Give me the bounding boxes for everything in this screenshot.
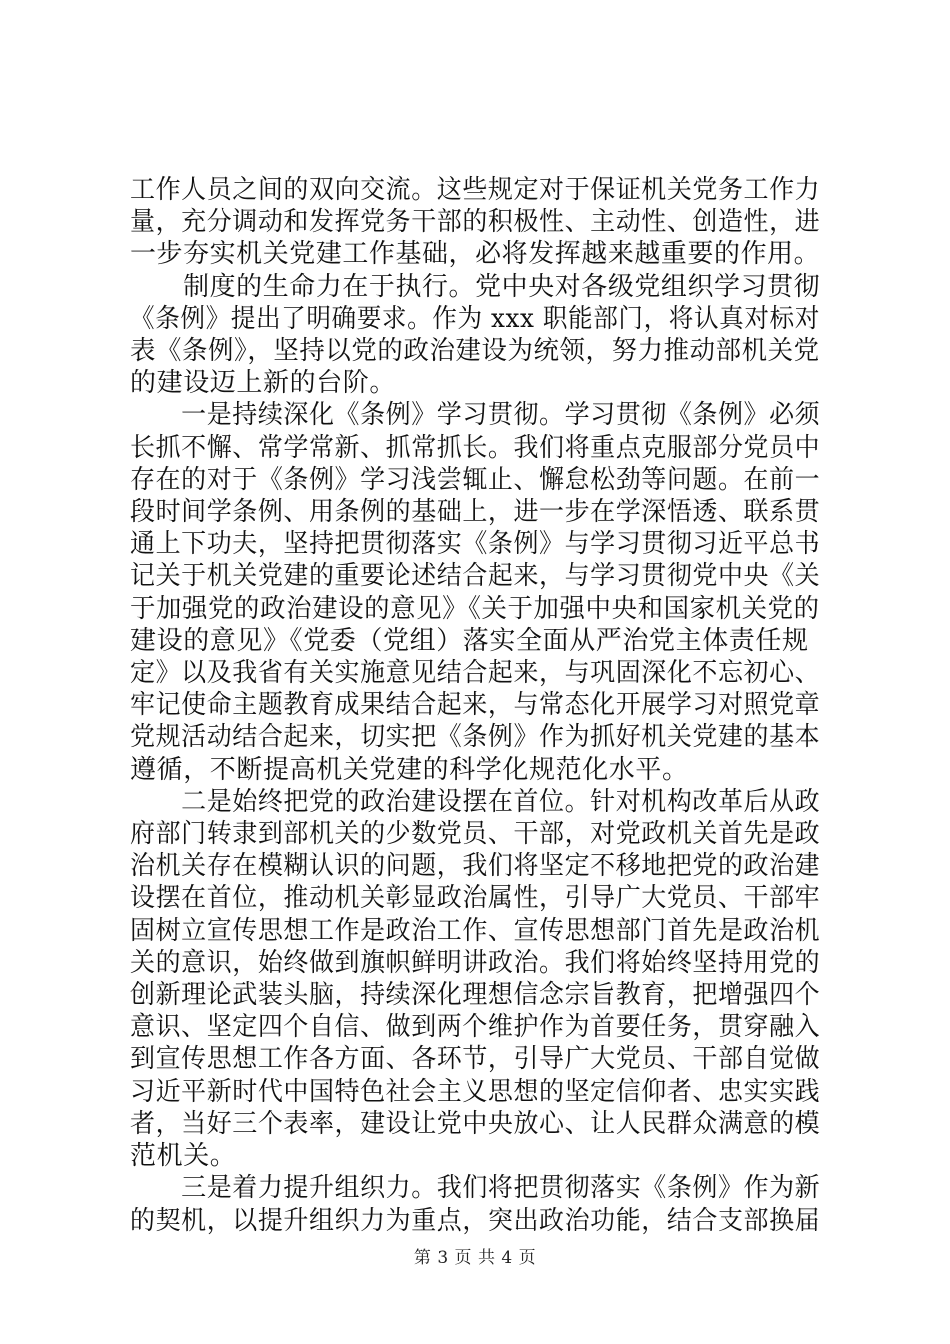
text-line: 创新理论武装头脑，持续深化理想信念宗旨教育，把增强四个 — [130, 980, 821, 1011]
text-line: 习近平新时代中国特色社会主义思想的坚定信仰者、忠实实践 — [130, 1076, 821, 1107]
text-line: 量，充分调动和发挥党务干部的积极性、主动性、创造性，进 — [130, 207, 821, 238]
text-line: 工作人员之间的双向交流。这些规定对于保证机关党务工作力 — [130, 175, 821, 205]
paragraph — [130, 399, 820, 785]
paragraph — [130, 786, 820, 1172]
text-line: 《条例》提出了明确要求。作为 xxx 职能部门，将认真对标对 — [130, 303, 820, 334]
text-line: 牢记使命主题教育成果结合起来，与常态化开展学习对照党章 — [130, 690, 821, 721]
text-line: 设摆在首位，推动机关彰显政治属性，引导广大党员、干部牢 — [130, 883, 821, 914]
text-line: 关的意识，始终做到旗帜鲜明讲政治。我们将始终坚持用党的 — [130, 947, 821, 978]
text-line: 二是始终把党的政治建设摆在首位。针对机构改革后从政 — [130, 786, 821, 817]
text-line: 一步夯实机关党建工作基础，必将发挥越来越重要的作用。 — [130, 239, 821, 270]
text-line: 到宣传思想工作各方面、各环节，引导广大党员、干部自觉做 — [130, 1044, 821, 1075]
paragraph — [130, 1172, 820, 1236]
text-line: 的建设迈上新的台阶。 — [130, 368, 397, 399]
text-line: 治机关存在模糊认识的问题，我们将坚定不移地把党的政治建 — [130, 851, 821, 882]
text-line: 记关于机关党建的重要论述结合起来，与学习贯彻党中央《关 — [130, 561, 821, 592]
text-line: 者，当好三个表率，建设让党中央放心、让人民群众满意的模 — [130, 1108, 821, 1139]
text-line: 表《条例》，坚持以党的政治建设为统领，努力推动部机关党 — [130, 336, 820, 367]
text-line: 段时间学条例、用条例的基础上，进一步在学深悟透、联系贯 — [130, 497, 821, 528]
text-line: 遵循，不断提高机关党建的科学化规范化水平。 — [130, 754, 689, 785]
text-line: 固树立宣传思想工作是政治工作、宣传思想部门首先是政治机 — [130, 915, 821, 946]
text-line: 三是着力提升组织力。我们将把贯彻落实《条例》作为新 — [130, 1173, 821, 1204]
document-body — [130, 174, 820, 1237]
page-footer: 第 3 页 共 4 页 — [413, 1248, 537, 1268]
text-line: 党规活动结合起来，切实把《条例》作为抓好机关党建的基本 — [130, 722, 821, 753]
text-line: 于加强党的政治建设的意见》《关于加强中央和国家机关党的 — [130, 593, 820, 624]
text-line: 意识、坚定四个自信、做到两个维护作为首要任务，贯穿融入 — [130, 1012, 821, 1043]
text-line: 建设的意见》《党委（党组）落实全面从严治党主体责任规 — [130, 625, 809, 656]
text-line: 通上下功夫，坚持把贯彻落实《条例》与学习贯彻习近平总书 — [130, 529, 821, 560]
paragraph — [130, 174, 820, 271]
text-line: 府部门转隶到部机关的少数党员、干部，对党政机关首先是政 — [130, 819, 821, 850]
text-line: 的契机，以提升组织力为重点，突出政治功能，结合支部换届 — [130, 1205, 821, 1236]
text-line: 存在的对于《条例》学习浅尝辄止、懈怠松劲等问题。在前一 — [130, 464, 821, 495]
text-line: 一是持续深化《条例》学习贯彻。学习贯彻《条例》必须 — [130, 400, 821, 431]
text-line: 制度的生命力在于执行。党中央对各级党组织学习贯彻 — [130, 271, 821, 302]
text-line: 长抓不懈、常学常新、抓常抓长。我们将重点克服部分党员中 — [130, 432, 821, 463]
text-line: 定》以及我省有关实施意见结合起来，与巩固深化不忘初心、 — [130, 658, 821, 689]
paragraph — [130, 271, 820, 400]
text-line: 范机关。 — [130, 1141, 237, 1172]
